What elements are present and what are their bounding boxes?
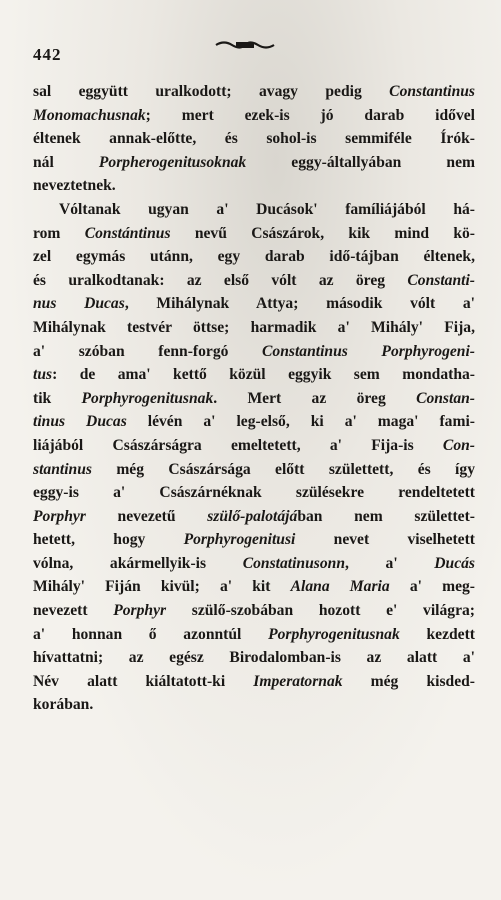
text-segment: , Mihálynak Attya; második vólt a' (124, 295, 475, 313)
text-segment: korában. (33, 696, 94, 714)
text-segment: nevezett (33, 602, 114, 620)
text-line (33, 127, 475, 151)
text-line (33, 646, 475, 670)
text-segment: lévén a' leg-első, ki a' maga' fami- (126, 413, 475, 431)
italic-text: Porphyr (113, 602, 167, 620)
text-line (33, 174, 475, 198)
text-segment: Mihály' Fiján kivül; a' kit (33, 578, 291, 596)
ornament-icon (214, 38, 276, 52)
italic-text: Con- (442, 436, 475, 454)
text-segment: Mihálynak testvér öttse; harmadik a' Mihály' Fija, (33, 318, 475, 336)
text-line (33, 222, 475, 246)
text-segment: nál (33, 153, 99, 171)
text-segment: ; mert ezek-is jó darab idővel (145, 106, 475, 124)
italic-text: Constatinusonn (242, 554, 345, 572)
text-line (33, 340, 475, 364)
italic-text: nus Ducas (33, 295, 125, 313)
italic-text: Monomachusnak (33, 106, 146, 124)
italic-text: Constantinus (389, 83, 475, 100)
text-segment: hívattatni; az egész Birodalomban-is az alatt a' (33, 649, 475, 667)
text-segment: ban nem születtet- (297, 507, 475, 525)
italic-text: Porphyrogenitusi (183, 531, 296, 549)
text-segment: még Császársága előtt születtett, és így (91, 460, 475, 478)
italic-text: Ducás (434, 554, 476, 572)
italic-text: Alana Maria (290, 578, 390, 596)
text-segment: neveztetnek. (33, 177, 116, 195)
text-segment: és uralkodtanak: az első vólt az öreg (33, 271, 408, 289)
italic-text: tus (33, 366, 53, 384)
text-segment: zel egymás utánn, egy darab idő-tájban éltenek, (33, 248, 475, 266)
text-line (33, 552, 475, 576)
text-segment: rom (33, 224, 85, 242)
text-segment: szülő-szobában hozott e' világra; (166, 602, 475, 620)
text-segment: nevet viselhetett (295, 531, 475, 549)
text-line (33, 481, 475, 505)
text-line (33, 104, 475, 128)
italic-text: Constan- (416, 389, 475, 407)
text-segment: a' szóban fenn-forgó (33, 342, 263, 360)
text-line (33, 387, 475, 411)
text-line (33, 292, 475, 316)
text-line (33, 505, 475, 529)
body-text (33, 80, 475, 717)
text-line (33, 434, 475, 458)
text-segment: kezdett (399, 625, 475, 643)
italic-text: szülő-palotájá (207, 507, 298, 525)
text-segment: liájából Császárságra emeltetett, a' Fija-is (33, 436, 443, 454)
text-line (33, 269, 475, 293)
text-segment: eggy-is a' Császárnéknak szülésekre rendeltetett (33, 484, 475, 502)
text-line (33, 693, 475, 717)
text-segment: Vóltanak ugyan a' Ducások' famíliájából há- (59, 200, 475, 218)
italic-text: tinus Ducas (33, 413, 127, 431)
text-segment: még kisded- (342, 672, 475, 690)
text-line (33, 670, 475, 694)
text-segment: vólna, akármellyik-is (33, 554, 243, 572)
text-segment: . Mert az öreg (213, 389, 417, 407)
text-segment: eggy-általlyában nem (246, 153, 476, 171)
italic-text: Porphyr (33, 507, 86, 525)
text-line (33, 316, 475, 340)
text-segment: sal eggyütt uralkodott; avagy pedig (33, 83, 390, 100)
text-segment: hetett, hogy (33, 531, 184, 549)
page-number: 442 (33, 45, 62, 64)
text-line (33, 458, 475, 482)
italic-text: Porphyrogenitusnak (268, 625, 400, 643)
italic-text: Constanti- (407, 271, 475, 289)
text-line (33, 363, 475, 387)
text-segment: a' meg- (389, 578, 476, 596)
italic-text: Porphyrogenitusnak (81, 389, 214, 407)
text-segment: tik (33, 389, 82, 407)
text-segment: nevű Császárok, kik mind kö- (170, 224, 475, 242)
text-segment: a' honnan ő azonntúl (33, 625, 269, 643)
text-line (33, 599, 475, 623)
italic-text: Imperatornak (253, 672, 343, 690)
text-segment: : de ama' kettő közül eggyik sem mondatha- (52, 366, 475, 384)
text-segment: Név alatt kiáltatott-ki (33, 672, 254, 690)
text-line (33, 245, 475, 269)
italic-text: Constántinus (84, 224, 171, 242)
text-line (33, 575, 475, 599)
text-line (33, 80, 475, 104)
italic-text: Porpherogenitusoknak (98, 153, 247, 171)
italic-text: stantinus (33, 460, 92, 478)
text-segment: nevezetű (85, 507, 208, 525)
text-line (33, 623, 475, 647)
text-line (33, 198, 475, 222)
text-segment: , a' (345, 554, 435, 572)
italic-text: Constantinus Porphyrogeni- (262, 342, 475, 360)
text-line (33, 528, 475, 552)
text-line (33, 151, 475, 175)
text-segment: éltenek annak-előtte, és sohol-is semmiféle Írók- (33, 130, 475, 148)
text-line (33, 410, 475, 434)
